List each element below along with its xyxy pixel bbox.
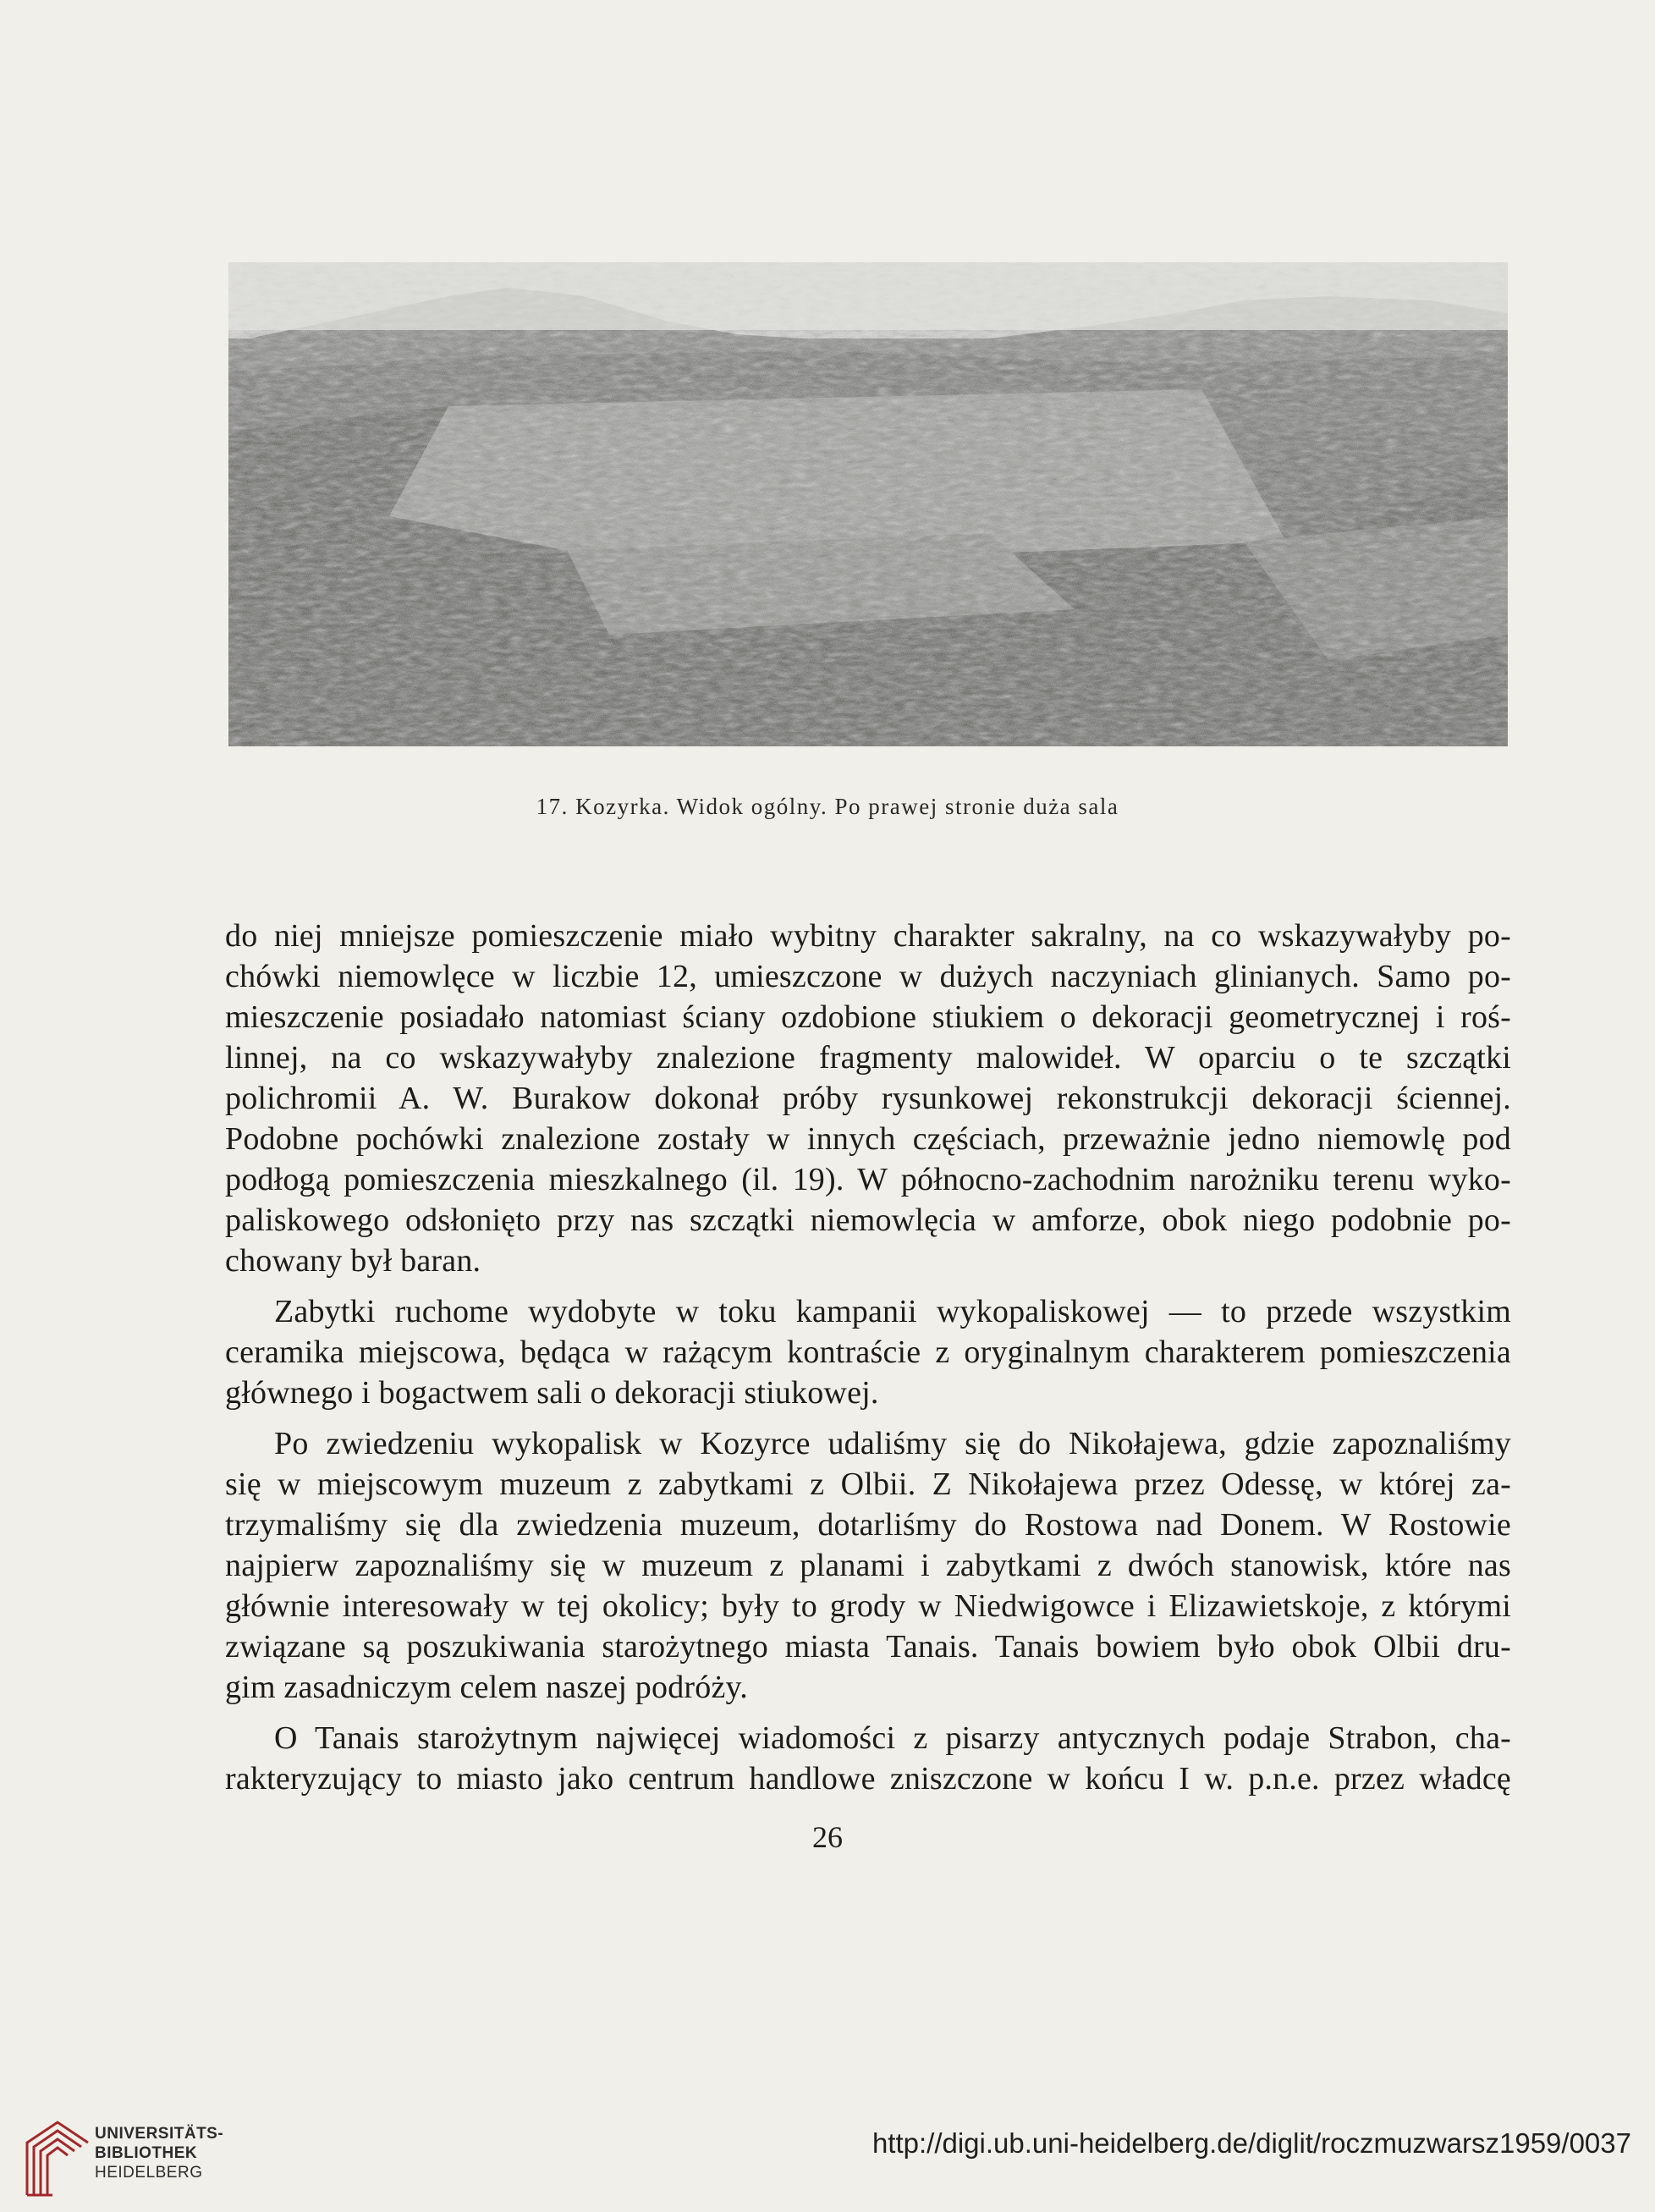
paragraph	[225, 916, 1511, 1281]
paragraph	[225, 1423, 1511, 1708]
text-line: głównie interesowały w tej okolicy; były to grody w Niedwigowce i Elizawietskoje, z którymi	[225, 1588, 1511, 1624]
text-line: najpierw zapoznaliśmy się w muzeum z planami i zabytkami z dwóch stanowisk, które nas	[225, 1548, 1511, 1583]
library-name-line: UNIVERSITÄTS-	[95, 2125, 224, 2143]
text-line: trzymaliśmy się dla zwiedzenia muzeum, dotarliśmy do Rostowa nad Donem. W Rostowie	[225, 1507, 1511, 1543]
text-line: do niej mniejsze pomieszczenie miało wybitny charakter sakralny, na co wskazywałyby po-	[225, 918, 1511, 954]
page-number: 26	[812, 1820, 843, 1854]
text-line: Po zwiedzeniu wykopalisk w Kozyrce udaliśmy się do Nikołajewa, gdzie zapoznaliśmy	[274, 1426, 1511, 1461]
text-line: linnej, na co wskazywałyby znalezione fragmenty malowideł. W oparciu o te szczątki	[225, 1040, 1511, 1076]
text-line: ceramika miejscowa, będąca w rażącym kontraście z oryginalnym charakterem pomieszczenia	[225, 1334, 1511, 1370]
text-line: polichromii A. W. Burakow dokonał próby rysunkowej rekonstrukcji dekoracji ściennej.	[225, 1081, 1511, 1116]
university-library-logo-icon	[19, 2110, 96, 2200]
paragraph	[225, 1291, 1511, 1413]
text-line: rakteryzujący to miasto jako centrum handlowe zniszczone w końcu I w. p.n.e. przez władcę	[225, 1761, 1511, 1797]
source-url-link[interactable]: http://digi.ub.uni-heidelberg.de/diglit/roczmuzwarsz1959/0037	[871, 2127, 1631, 2159]
text-line: się w miejscowym muzeum z zabytkami z Olbii. Z Nikołajewa przez Odessę, w której za-	[225, 1466, 1511, 1502]
excavation-photo-image	[228, 262, 1508, 746]
text-line: podłogą pomieszczenia mieszkalnego (il. 19). W północno-zachodnim narożniku terenu wyko-	[225, 1162, 1511, 1197]
paragraph	[225, 1718, 1511, 1799]
figure-caption: 17. Kozyrka. Widok ogólny. Po prawej stronie duża sala	[536, 794, 1119, 819]
text-line: Podobne pochówki znalezione zostały w innych częściach, przeważnie jedno niemowlę pod	[225, 1121, 1511, 1157]
text-line: mieszczenie posiadało natomiast ściany ozdobione stiukiem o dekoracji geometrycznej i roś-	[225, 999, 1511, 1035]
library-name-line: BIBLIOTHEK	[95, 2144, 198, 2162]
text-line: Zabytki ruchome wydobyte w toku kampanii wykopaliskowej — to przede wszystkim	[274, 1294, 1511, 1329]
text-line: głównego i bogactwem sali o dekoracji stiukowej.	[225, 1375, 879, 1411]
library-name	[95, 2124, 223, 2182]
text-line: chówki niemowlęce w liczbie 12, umieszczone w dużych naczyniach glinianych. Samo po-	[225, 959, 1511, 994]
text-line: związane są poszukiwania starożytnego miasta Tanais. Tanais bowiem było obok Olbii dru-	[225, 1629, 1511, 1665]
footer	[0, 2090, 1655, 2212]
body-text	[225, 916, 1511, 1799]
text-line: paliskowego odsłonięto przy nas szczątki niemowlęcia w amforze, obok niego podobnie po-	[225, 1202, 1511, 1238]
text-line: gim zasadniczym celem naszej podróży.	[225, 1670, 748, 1705]
excavation-photo	[228, 262, 1508, 746]
text-line: chowany był baran.	[225, 1243, 481, 1279]
text-line: O Tanais starożytnym najwięcej wiadomości z pisarzy antycznych podaje Strabon, cha-	[274, 1720, 1511, 1756]
library-name-line: HEIDELBERG	[95, 2164, 203, 2182]
